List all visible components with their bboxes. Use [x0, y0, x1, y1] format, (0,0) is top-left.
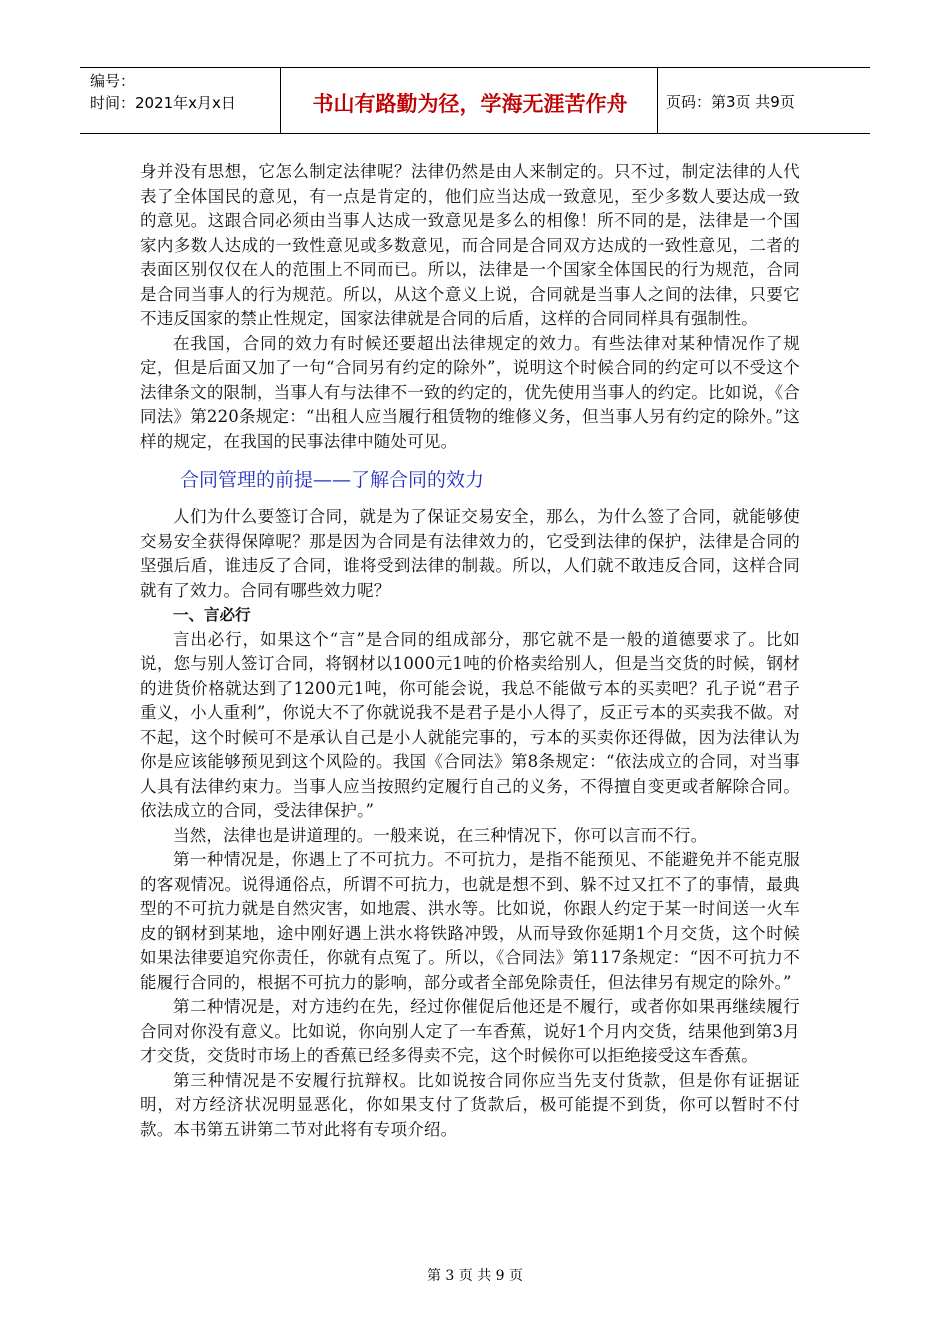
section-title: 合同管理的前提——了解合同的效力 [180, 469, 485, 491]
header-divider-left [280, 67, 281, 133]
paragraph: 当然，法律也是讲道理的。一般来说，在三种情况下，你可以言而不行。 [173, 825, 708, 845]
paragraph: 第三种情况是不安履行抗辩权。比如说按合同你应当先支付货款，但是你有证据证明，对方经济状况明显恶化，你如果支付了货款后，极可能提不到货，你可以暂时不付款。本书第五讲第二节对此将有专项介绍。 [140, 1070, 800, 1139]
page-footer: 第 3 页 共 9 页 [426, 1268, 524, 1284]
paragraph: 第二种情况是，对方违约在先，经过你催促后他还是不履行，或者你如果再继续履行合同对你没有意义。比如说，你向别人定了一车香蕉，说好1个月内交货，结果他到第3月才交货，交货时市场上的香蕉已经多得卖不完，这个时候你可以拒绝接受这车香蕉。 [140, 997, 800, 1065]
header-motto: 书山有路勤为径，学海无涯苦作舟 [312, 92, 628, 116]
time-label: 时间：2021年x月x日 [90, 94, 236, 112]
header-top-rule [80, 67, 870, 68]
header-divider-right [657, 67, 658, 133]
paragraph: 言出必行，如果这个“言”是合同的组成部分，那它就不是一般的道德要求了。比如说，您与别人签订合同，将钢材以1000元1吨的价格卖给别人，但是当交货的时候，钢材的进货价格就达到了1200元1吨，你可能会说，我总不能做亏本的买卖吧？孔子说“君子重义，小人重利”，你说大不了你就说我不是君子是小人得了，反正亏本的买卖我不做。对不起，这个时候可不是承认自己是小人就能完事的，亏本的买卖你还得做，因为法律认为你是应该能够预见到这个风险的。我国《合同法》第8条规定：“依法成立的合同，对当事人具有法律约束力。当事人应当按照约定履行自己的义务，不得擅自变更或者解除合同。依法成立的合同，受法律保护。” [140, 629, 800, 820]
number-label: 编号： [90, 72, 136, 90]
header-meta [90, 70, 236, 114]
document-body [140, 160, 800, 1142]
header-page-code: 页码：第3页 共9页 [666, 93, 795, 111]
paragraph: 第一种情况是，你遇上了不可抗力。不可抗力，是指不能预见、不能避免并不能克服的客观情况。说得通俗点，所谓不可抗力，也就是想不到、躲不过又扛不了的事情，最典型的不可抗力就是自然灾害，如地震、洪水等。比如说，你跟人约定于某一时间送一火车皮的钢材到某地，途中刚好遇上洪水将铁路冲毁，从而导致你延期1个月交货，这个时候如果法律要追究你责任，你就有点冤了。所以，《合同法》第117条规定：“因不可抗力不能履行合同的，根据不可抗力的影响，部分或者全部免除责任，但法律另有规定的除外。” [140, 850, 800, 992]
paragraph-continuation: 身并没有思想，它怎么制定法律呢？法律仍然是由人来制定的。只不过，制定法律的人代表了全体国民的意见，有一点是肯定的，他们应当达成一致意见，至少多数人要达成一致的意见。这跟合同必须由当事人达成一致意见是多么的相像！所不同的是，法律是一个国家内多数人达成的一致性意见或多数意见，而合同是合同双方达成的一致性意见，二者的表面区别仅仅在人的范围上不同而已。所以，法律是一个国家全体国民的行为规范，合同是合同当事人的行为规范。所以，从这个意义上说，合同就是当事人之间的法律，只要它不违反国家的禁止性规定，国家法律就是合同的后盾，这样的合同同样具有强制性。 [140, 162, 800, 328]
subsection-title: 一、言必行 [173, 606, 251, 624]
paragraph: 在我国，合同的效力有时候还要超出法律规定的效力。有些法律对某种情况作了规定，但是后面又加了一句“合同另有约定的除外”，说明这个时候合同的约定可以不受这个法律条文的限制，当事人有与法律不一致的约定的，优先使用当事人的约定。比如说，《合同法》第220条规定：“出租人应当履行租赁物的维修义务，但当事人另有约定的除外。”这样的规定，在我国的民事法律中随处可见。 [140, 333, 800, 451]
header-bottom-rule [80, 133, 870, 134]
paragraph-intro: 人们为什么要签订合同，就是为了保证交易安全，那么，为什么签了合同，就能够使交易安全获得保障呢？那是因为合同是有法律效力的，它受到法律的保护，法律是合同的坚强后盾，谁违反了合同，谁将受到法律的制裁。所以，人们就不敢违反合同，这样合同就有了效力。合同有哪些效力呢？ [140, 507, 800, 600]
